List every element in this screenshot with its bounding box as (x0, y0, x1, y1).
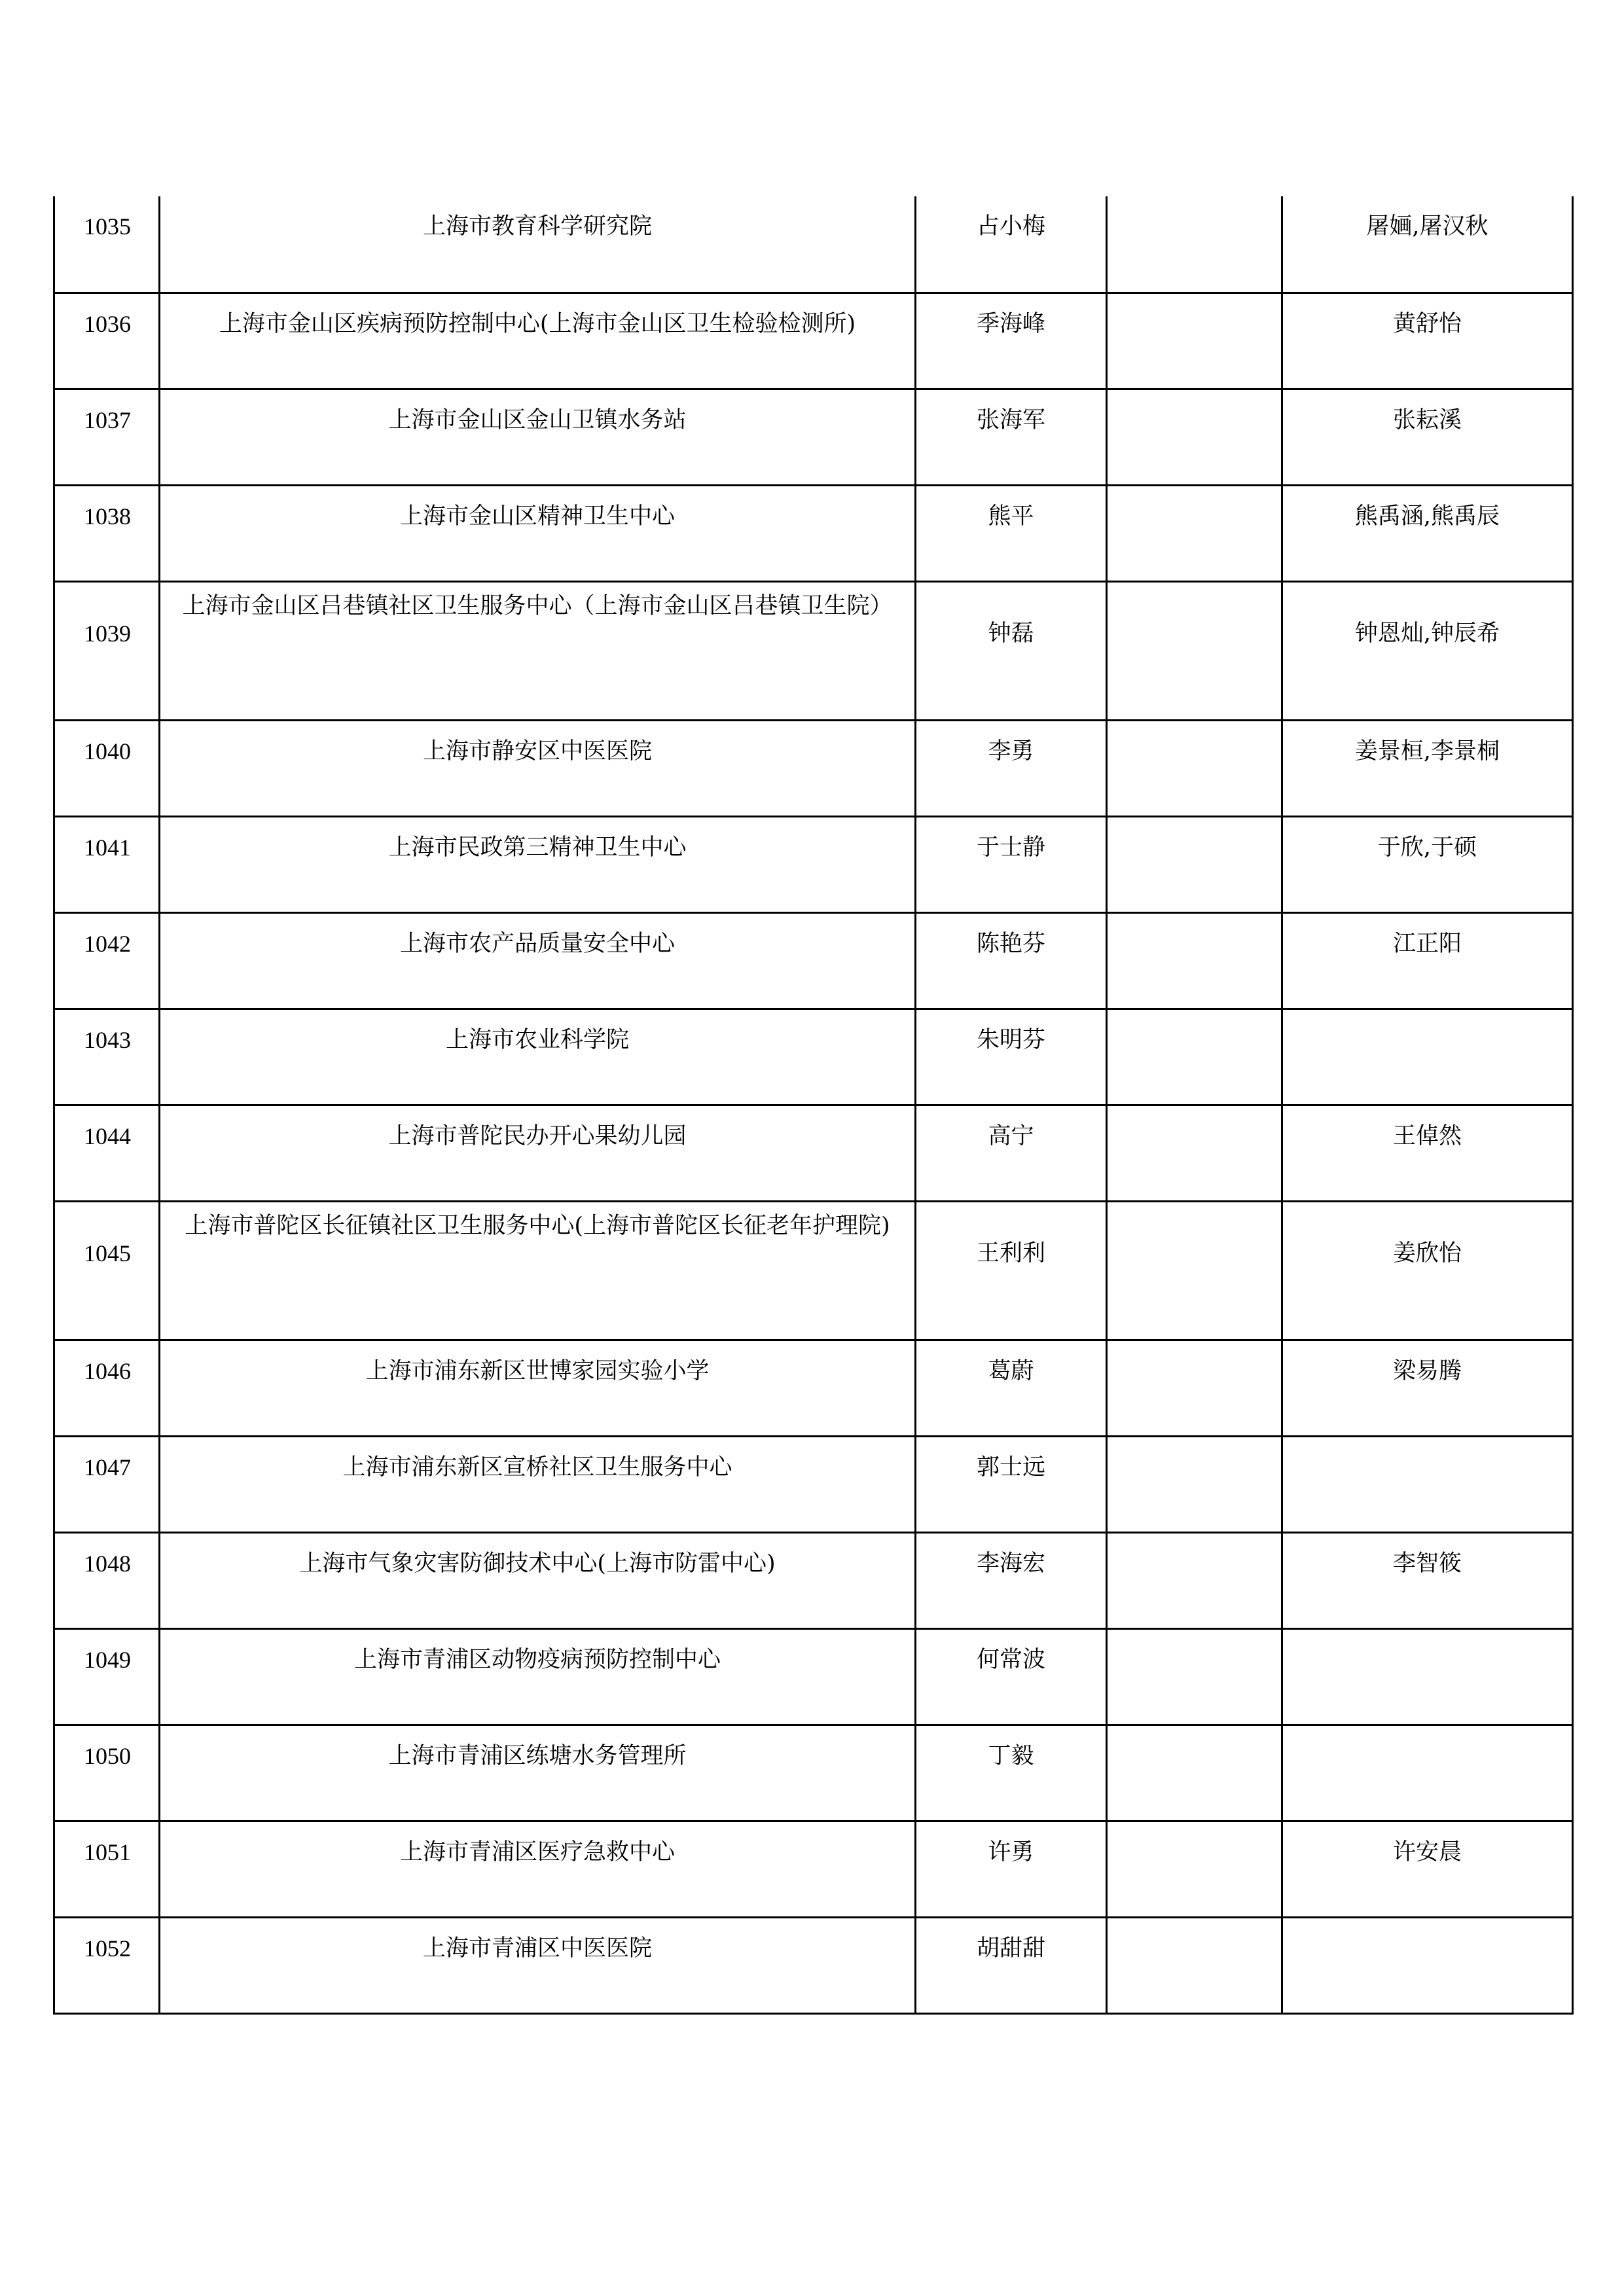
row-number: 1035 (54, 196, 160, 293)
children-names (1282, 1436, 1573, 1532)
blank-cell (1107, 1821, 1282, 1917)
blank-cell (1107, 912, 1282, 1009)
unit-name: 上海市静安区中医医院 (160, 720, 916, 816)
person-name: 陈艳芬 (916, 912, 1107, 1009)
blank-cell (1107, 1917, 1282, 2013)
table-row (54, 1917, 1573, 2013)
children-names (1282, 1917, 1573, 2013)
unit-name: 上海市金山区精神卫生中心 (160, 485, 916, 581)
records-table-body (54, 196, 1573, 2013)
table-row (54, 1532, 1573, 1628)
blank-cell (1107, 293, 1282, 389)
children-names: 李智筱 (1282, 1532, 1573, 1628)
table-row (54, 581, 1573, 720)
records-table (53, 196, 1574, 2015)
table-row (54, 816, 1573, 912)
table-row (54, 1821, 1573, 1917)
person-name: 朱明芬 (916, 1009, 1107, 1105)
children-names: 黄舒怡 (1282, 293, 1573, 389)
unit-name: 上海市金山区吕巷镇社区卫生服务中心（上海市金山区吕巷镇卫生院） (160, 581, 916, 720)
table-row (54, 1436, 1573, 1532)
row-number: 1042 (54, 912, 160, 1009)
blank-cell (1107, 1105, 1282, 1201)
person-name: 郭士远 (916, 1436, 1107, 1532)
children-names: 姜欣怡 (1282, 1201, 1573, 1340)
row-number: 1045 (54, 1201, 160, 1340)
blank-cell (1107, 1009, 1282, 1105)
person-name: 李海宏 (916, 1532, 1107, 1628)
children-names: 张耘溪 (1282, 389, 1573, 485)
table-row (54, 293, 1573, 389)
row-number: 1047 (54, 1436, 160, 1532)
table-row (54, 485, 1573, 581)
row-number: 1036 (54, 293, 160, 389)
table-row (54, 1340, 1573, 1436)
row-number: 1040 (54, 720, 160, 816)
person-name: 许勇 (916, 1821, 1107, 1917)
row-number: 1044 (54, 1105, 160, 1201)
person-name: 钟磊 (916, 581, 1107, 720)
unit-name: 上海市金山区金山卫镇水务站 (160, 389, 916, 485)
unit-name: 上海市青浦区动物疫病预防控制中心 (160, 1628, 916, 1725)
blank-cell (1107, 1201, 1282, 1340)
children-names: 许安晨 (1282, 1821, 1573, 1917)
unit-name: 上海市气象灾害防御技术中心(上海市防雷中心) (160, 1532, 916, 1628)
unit-name: 上海市普陀区长征镇社区卫生服务中心(上海市普陀区长征老年护理院) (160, 1201, 916, 1340)
row-number: 1037 (54, 389, 160, 485)
unit-name: 上海市教育科学研究院 (160, 196, 916, 293)
unit-name: 上海市金山区疾病预防控制中心(上海市金山区卫生检验检测所) (160, 293, 916, 389)
row-number: 1050 (54, 1725, 160, 1821)
blank-cell (1107, 389, 1282, 485)
children-names: 江正阳 (1282, 912, 1573, 1009)
unit-name: 上海市青浦区中医医院 (160, 1917, 916, 2013)
row-number: 1041 (54, 816, 160, 912)
person-name: 占小梅 (916, 196, 1107, 293)
person-name: 胡甜甜 (916, 1917, 1107, 2013)
unit-name: 上海市青浦区医疗急救中心 (160, 1821, 916, 1917)
row-number: 1038 (54, 485, 160, 581)
children-names (1282, 1725, 1573, 1821)
person-name: 于士静 (916, 816, 1107, 912)
table-row (54, 196, 1573, 293)
row-number: 1039 (54, 581, 160, 720)
blank-cell (1107, 816, 1282, 912)
unit-name: 上海市农产品质量安全中心 (160, 912, 916, 1009)
unit-name: 上海市民政第三精神卫生中心 (160, 816, 916, 912)
children-names: 钟恩灿,钟辰希 (1282, 581, 1573, 720)
children-names (1282, 1628, 1573, 1725)
table-row (54, 912, 1573, 1009)
person-name: 王利利 (916, 1201, 1107, 1340)
children-names (1282, 1009, 1573, 1105)
blank-cell (1107, 1628, 1282, 1725)
children-names: 王倬然 (1282, 1105, 1573, 1201)
person-name: 李勇 (916, 720, 1107, 816)
children-names: 于欣,于硕 (1282, 816, 1573, 912)
table-row (54, 720, 1573, 816)
table-row (54, 1105, 1573, 1201)
unit-name: 上海市农业科学院 (160, 1009, 916, 1105)
table-row (54, 1009, 1573, 1105)
unit-name: 上海市浦东新区宣桥社区卫生服务中心 (160, 1436, 916, 1532)
children-names: 姜景桓,李景桐 (1282, 720, 1573, 816)
person-name: 高宁 (916, 1105, 1107, 1201)
children-names: 熊禹涵,熊禹辰 (1282, 485, 1573, 581)
person-name: 季海峰 (916, 293, 1107, 389)
unit-name: 上海市青浦区练塘水务管理所 (160, 1725, 916, 1821)
blank-cell (1107, 581, 1282, 720)
person-name: 丁毅 (916, 1725, 1107, 1821)
table-row (54, 389, 1573, 485)
blank-cell (1107, 1340, 1282, 1436)
row-number: 1048 (54, 1532, 160, 1628)
blank-cell (1107, 1532, 1282, 1628)
row-number: 1051 (54, 1821, 160, 1917)
children-names: 梁易腾 (1282, 1340, 1573, 1436)
unit-name: 上海市普陀民办开心果幼儿园 (160, 1105, 916, 1201)
blank-cell (1107, 485, 1282, 581)
blank-cell (1107, 1436, 1282, 1532)
blank-cell (1107, 196, 1282, 293)
unit-name: 上海市浦东新区世博家园实验小学 (160, 1340, 916, 1436)
person-name: 何常波 (916, 1628, 1107, 1725)
blank-cell (1107, 720, 1282, 816)
row-number: 1049 (54, 1628, 160, 1725)
person-name: 葛蔚 (916, 1340, 1107, 1436)
children-names: 屠婳,屠汉秋 (1282, 196, 1573, 293)
row-number: 1043 (54, 1009, 160, 1105)
person-name: 张海军 (916, 389, 1107, 485)
table-row (54, 1725, 1573, 1821)
table-row (54, 1628, 1573, 1725)
blank-cell (1107, 1725, 1282, 1821)
row-number: 1052 (54, 1917, 160, 2013)
table-row (54, 1201, 1573, 1340)
person-name: 熊平 (916, 485, 1107, 581)
row-number: 1046 (54, 1340, 160, 1436)
